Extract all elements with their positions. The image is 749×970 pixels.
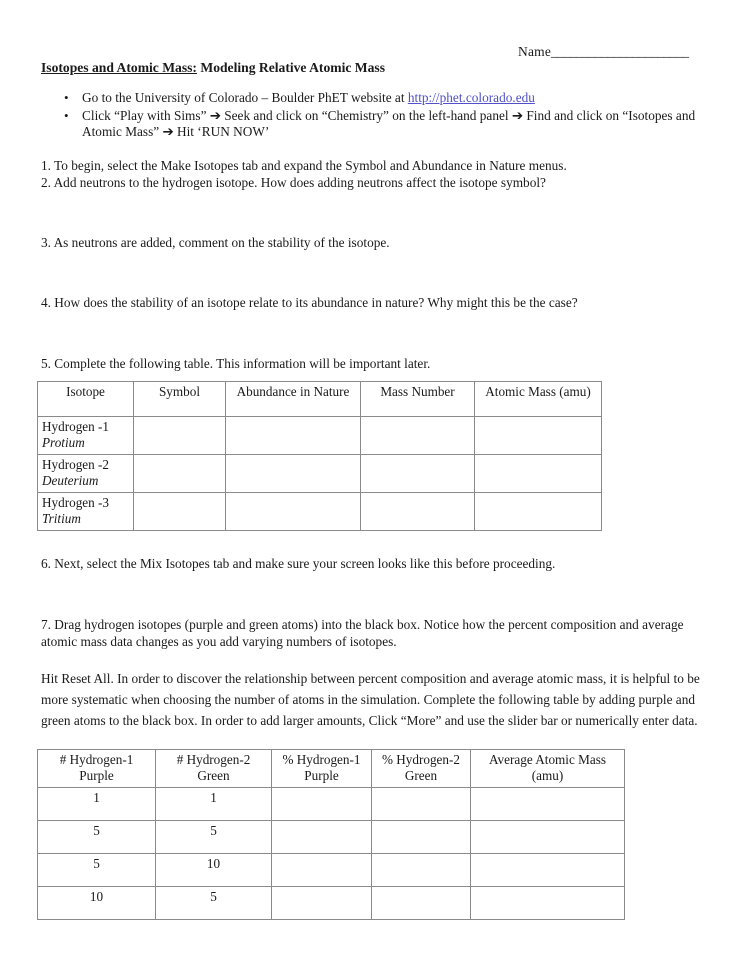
symbol-cell[interactable] xyxy=(134,417,226,455)
question-4: 4. How does the stability of an isotope relate to its abundance in nature? Why might this be the case? xyxy=(41,295,578,310)
table-row xyxy=(38,821,625,854)
pct-hydrogen-2-cell[interactable] xyxy=(372,887,471,920)
pct-hydrogen-1-cell[interactable] xyxy=(272,854,372,887)
column-header-pct-hydrogen-2: % Hydrogen-2 Green xyxy=(372,750,471,788)
average-atomic-mass-cell[interactable] xyxy=(471,821,625,854)
num-hydrogen-2-cell[interactable]: 10 xyxy=(156,854,272,887)
bullet-dot-icon: • xyxy=(64,90,69,105)
phet-website-link[interactable]: http://phet.colorado.edu xyxy=(407,90,535,105)
average-atomic-mass-cell[interactable] xyxy=(471,788,625,821)
symbol-cell[interactable] xyxy=(134,493,226,531)
average-atomic-mass-cell[interactable] xyxy=(471,854,625,887)
table-row xyxy=(38,854,625,887)
num-hydrogen-2-cell[interactable]: 5 xyxy=(156,887,272,920)
symbol-cell[interactable] xyxy=(134,455,226,493)
abundance-cell[interactable] xyxy=(226,493,361,531)
bullet-text-1: Go to the University of Colorado – Boulder PhET website at xyxy=(82,90,408,105)
pct-hydrogen-2-cell[interactable] xyxy=(372,854,471,887)
table-row xyxy=(38,417,602,455)
list-item xyxy=(41,90,701,107)
list-item xyxy=(41,108,701,141)
column-header-pct-hydrogen-1: % Hydrogen-1 Purple xyxy=(272,750,372,788)
table-header-row xyxy=(38,750,625,788)
column-header-average-atomic-mass: Average Atomic Mass (amu) xyxy=(471,750,625,788)
question-7: 7. Drag hydrogen isotopes (purple and green atoms) into the black box. Notice how the percent composition and average atomic mass data changes as you add varying numbers of isotopes. xyxy=(41,617,684,649)
atomic-mass-cell[interactable] xyxy=(475,493,602,531)
isotope-name: Hydrogen -1 xyxy=(42,419,110,434)
question-6: 6. Next, select the Mix Isotopes tab and make sure your screen looks like this before proceeding. xyxy=(41,556,556,571)
table-row xyxy=(38,493,602,531)
abundance-cell[interactable] xyxy=(226,455,361,493)
column-header-mass-number: Mass Number xyxy=(361,382,475,417)
isotope-alt-name: Deuterium xyxy=(42,473,99,488)
pct-hydrogen-1-cell[interactable] xyxy=(272,887,372,920)
atomic-mass-cell[interactable] xyxy=(475,455,602,493)
question-5: 5. Complete the following table. This information will be important later. xyxy=(41,356,431,371)
instruction-bullet-list xyxy=(41,90,701,141)
isotope-cell xyxy=(38,493,134,531)
isotope-name: Hydrogen -3 xyxy=(42,495,110,510)
mix-isotopes-table xyxy=(37,749,625,920)
pct-hydrogen-2-cell[interactable] xyxy=(372,821,471,854)
isotope-alt-name: Protium xyxy=(42,435,85,450)
column-header-num-hydrogen-2: # Hydrogen-2 Green xyxy=(156,750,272,788)
name-blank-line[interactable]: ______________________ xyxy=(551,44,689,59)
average-atomic-mass-cell[interactable] xyxy=(471,887,625,920)
isotope-alt-name: Tritium xyxy=(42,511,81,526)
reset-all-paragraph: Hit Reset All. In order to discover the relationship between percent composition and average atomic mass, it is helpful to be more systematic when choosing the number of atoms in the simulation. Complete the following table by adding purple and green atoms to the black box. In order to add larger amounts, Click “More” and use the slider bar or numerically enter data. xyxy=(41,671,700,728)
question-1: 1. To begin, select the Make Isotopes tab and expand the Symbol and Abundance in Nature menus. xyxy=(41,158,567,173)
isotope-name: Hydrogen -2 xyxy=(42,457,110,472)
column-header-abundance: Abundance in Nature xyxy=(226,382,361,417)
pct-hydrogen-2-cell[interactable] xyxy=(372,788,471,821)
mass-number-cell[interactable] xyxy=(361,493,475,531)
page-title xyxy=(41,60,385,76)
num-hydrogen-1-cell[interactable]: 10 xyxy=(38,887,156,920)
question-2: 2. Add neutrons to the hydrogen isotope. How does adding neutrons affect the isotope symbol? xyxy=(41,175,546,190)
column-header-atomic-mass: Atomic Mass (amu) xyxy=(475,382,602,417)
name-label: Name xyxy=(518,44,552,59)
num-hydrogen-2-cell[interactable]: 1 xyxy=(156,788,272,821)
table-row xyxy=(38,887,625,920)
mass-number-cell[interactable] xyxy=(361,417,475,455)
table-row xyxy=(38,788,625,821)
name-field-row xyxy=(518,44,689,60)
page-title-rest: Modeling Relative Atomic Mass xyxy=(196,60,385,75)
page-title-underlined: Isotopes and Atomic Mass: xyxy=(41,60,197,75)
table-header-row xyxy=(38,382,602,417)
mass-number-cell[interactable] xyxy=(361,455,475,493)
isotope-cell xyxy=(38,455,134,493)
num-hydrogen-1-cell[interactable]: 5 xyxy=(38,854,156,887)
num-hydrogen-1-cell[interactable]: 5 xyxy=(38,821,156,854)
question-3: 3. As neutrons are added, comment on the stability of the isotope. xyxy=(41,235,390,250)
bullet-text-2: Click “Play with Sims” ➔ Seek and click on “Chemistry” on the left-hand panel ➔ Find and click on “Isotopes and Atomic Mass” ➔ Hit ‘RUN NOW’ xyxy=(82,107,696,139)
pct-hydrogen-1-cell[interactable] xyxy=(272,821,372,854)
atomic-mass-cell[interactable] xyxy=(475,417,602,455)
abundance-cell[interactable] xyxy=(226,417,361,455)
bullet-dot-icon: • xyxy=(64,107,69,123)
column-header-symbol: Symbol xyxy=(134,382,226,417)
isotopes-table xyxy=(37,381,602,531)
num-hydrogen-2-cell[interactable]: 5 xyxy=(156,821,272,854)
pct-hydrogen-1-cell[interactable] xyxy=(272,788,372,821)
num-hydrogen-1-cell[interactable]: 1 xyxy=(38,788,156,821)
column-header-isotope: Isotope xyxy=(38,382,134,417)
isotope-cell xyxy=(38,417,134,455)
column-header-num-hydrogen-1: # Hydrogen-1 Purple xyxy=(38,750,156,788)
table-row xyxy=(38,455,602,493)
